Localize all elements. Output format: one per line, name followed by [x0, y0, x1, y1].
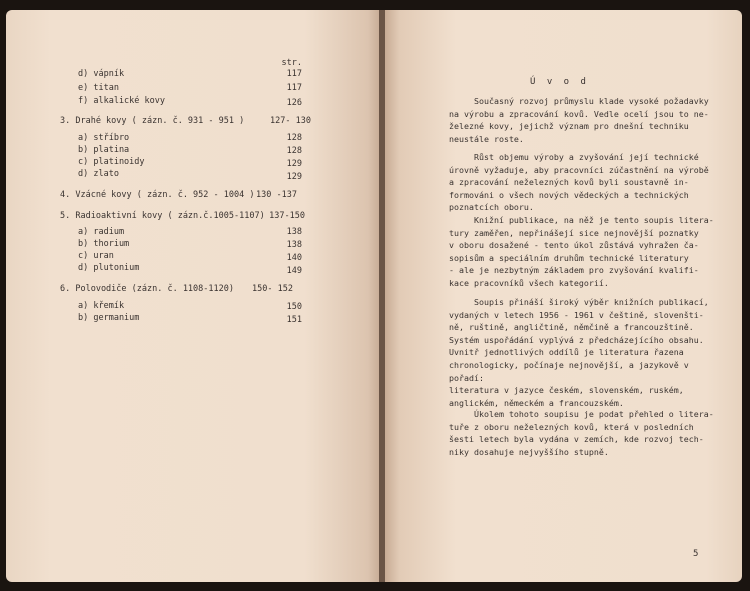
toc-page: 129	[286, 159, 302, 169]
toc-item: a) stříbro	[78, 133, 130, 143]
toc-section: 4. Vzácné kovy ( zázn. č. 952 - 1004 )	[60, 190, 255, 200]
toc-item: b) thorium	[78, 239, 130, 249]
toc-page: 128	[286, 133, 302, 143]
toc-item: b) germanium	[78, 313, 140, 323]
page-column-header: str.	[281, 58, 302, 68]
toc-section-pages: 137-150	[269, 211, 305, 221]
left-page	[6, 10, 379, 582]
toc-page: 138	[286, 227, 302, 237]
toc-page: 128	[286, 146, 302, 156]
toc-page: 140	[286, 253, 302, 263]
toc-page: 126	[286, 98, 302, 108]
paragraph: Knižní publikace, na něž je tento soupis litera- tury zaměřen, nepřinášejí sice nejnovější poznatky v oboru dosažené - tento úkol zůstává vyhražen ča- sopisům a speciálním druhům technické literatury - ale je nezbytným základem pro zvyšování kvalifi- kace pracovníků všech kategorií.	[449, 215, 714, 288]
toc-item: d) zlato	[78, 169, 119, 179]
right-page	[385, 10, 742, 582]
toc-page: 117	[286, 69, 302, 79]
toc-section: 3. Drahé kovy ( zázn. č. 931 - 951 )	[60, 116, 245, 126]
toc-section-pages: 130 -137	[256, 190, 297, 200]
page-number: 5	[693, 549, 699, 559]
toc-page: 138	[286, 240, 302, 250]
toc-item: d) plutonium	[78, 263, 140, 273]
toc-section: 5. Radioaktivní kovy ( zázn.č.1005-1107)	[60, 211, 265, 221]
toc-item: c) uran	[78, 251, 114, 261]
paragraph: Růst objemu výroby a zvyšování její technické úrovně vyžaduje, aby pracovníci zúčastnění na výrobě a zpracování neželezných kovů byli soustavně in- formováni o všech nových vědeckých a technických poznatcích oboru.	[449, 152, 709, 213]
toc-item: c) platinoidy	[78, 157, 145, 167]
paragraph: Současný rozvoj průmyslu klade vysoké požadavky na výrobu a zpracování kovů. Vedle ocelí jsou to ne- železné kovy, jejichž význam pro dnešní techniku neustále roste.	[449, 96, 709, 144]
toc-page: 150	[286, 302, 302, 312]
toc-item: f) alkalické kovy	[78, 96, 165, 106]
toc-section-pages: 150- 152	[252, 284, 293, 294]
toc-page: 129	[286, 172, 302, 182]
toc-page: 117	[286, 83, 302, 93]
toc-item: d) vápník	[78, 69, 125, 79]
page-title: Ú v o d	[530, 77, 589, 87]
toc-section: 6. Polovodiče (zázn. č. 1108-1120)	[60, 284, 234, 294]
paragraph: Soupis přináší široký výběr knižních publikací, vydaných v letech 1956 - 1961 v češtině, slovenšti- ně, ruštině, angličtině, němčině a francouzštině. Systém uspořádání vyplývá z předcházejícího obsahu. Uvnitř jednotlivých oddílů je literatura řazena chronologicky, počínaje nejnovější, a jazykově v pořadí: literatura v jazyce českém, slovenském, ruském, anglickém, německém a francouzském.	[449, 297, 709, 408]
toc-item: b) platina	[78, 145, 130, 155]
toc-item: a) radium	[78, 227, 125, 237]
toc-section-pages: 127- 130	[270, 116, 311, 126]
toc-page: 151	[286, 315, 302, 325]
toc-item: e) titan	[78, 83, 119, 93]
toc-page: 149	[286, 266, 302, 276]
toc-item: a) křemík	[78, 301, 125, 311]
paragraph: Úkolem tohoto soupisu je podat přehled o litera- tuře z oboru neželezných kovů, která v posledních šesti letech byla vydána v zemích, kde rozvoj tech- niky dosahuje nejvyššího stupně.	[449, 409, 714, 457]
